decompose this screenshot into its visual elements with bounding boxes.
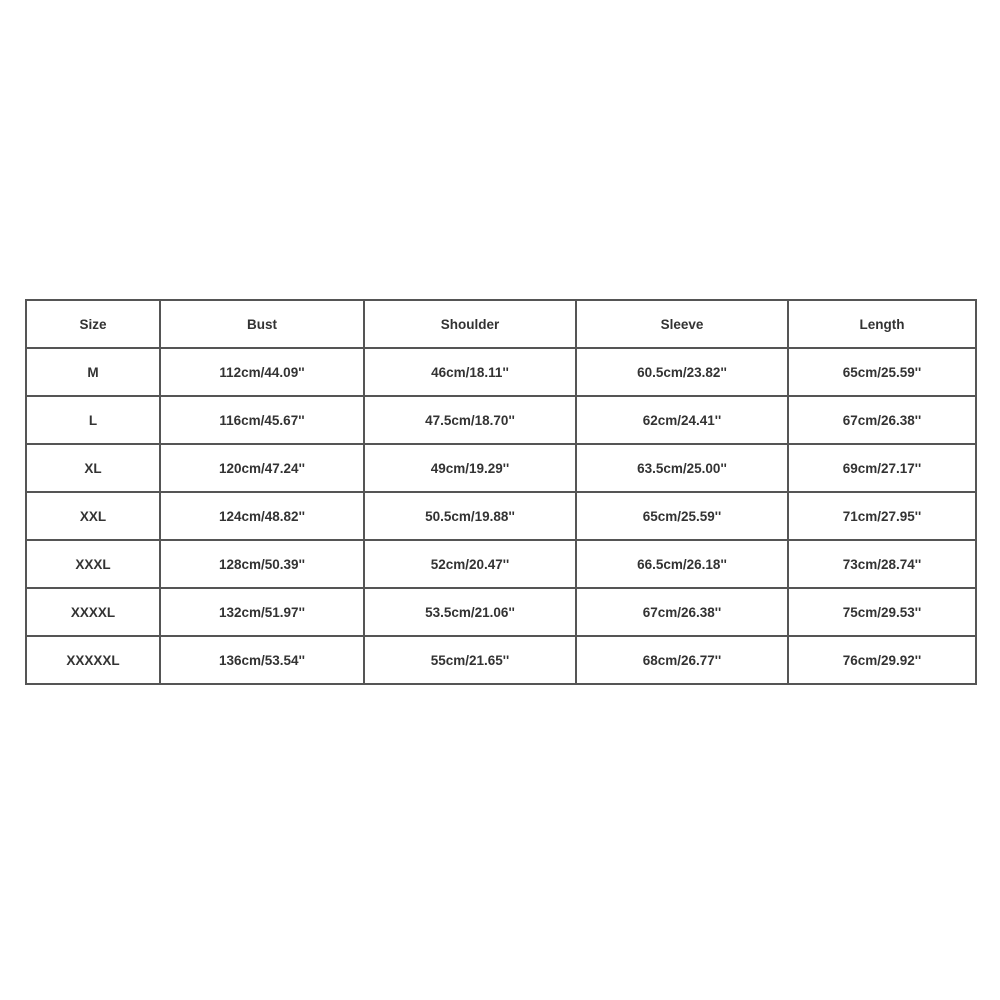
cell-length: 71cm/27.95'' [788,492,976,540]
table-row [26,540,976,588]
cell-shoulder: 52cm/20.47'' [364,540,576,588]
table-row [26,444,976,492]
cell-shoulder: 55cm/21.65'' [364,636,576,684]
cell-bust: 128cm/50.39'' [160,540,364,588]
cell-length: 67cm/26.38'' [788,396,976,444]
cell-sleeve: 60.5cm/23.82'' [576,348,788,396]
cell-size: XXXXXL [26,636,160,684]
cell-shoulder: 47.5cm/18.70'' [364,396,576,444]
cell-size: XL [26,444,160,492]
size-chart-table [25,299,977,685]
cell-shoulder: 50.5cm/19.88'' [364,492,576,540]
cell-sleeve: 65cm/25.59'' [576,492,788,540]
cell-sleeve: 68cm/26.77'' [576,636,788,684]
cell-bust: 136cm/53.54'' [160,636,364,684]
cell-shoulder: 53.5cm/21.06'' [364,588,576,636]
cell-size: L [26,396,160,444]
cell-size: M [26,348,160,396]
cell-size: XXXL [26,540,160,588]
table-row [26,588,976,636]
cell-sleeve: 62cm/24.41'' [576,396,788,444]
header-sleeve: Sleeve [576,300,788,348]
cell-length: 76cm/29.92'' [788,636,976,684]
cell-shoulder: 46cm/18.11'' [364,348,576,396]
table-row [26,348,976,396]
table-row [26,396,976,444]
cell-bust: 120cm/47.24'' [160,444,364,492]
cell-bust: 112cm/44.09'' [160,348,364,396]
cell-length: 73cm/28.74'' [788,540,976,588]
cell-shoulder: 49cm/19.29'' [364,444,576,492]
cell-bust: 124cm/48.82'' [160,492,364,540]
table-header-row [26,300,976,348]
header-shoulder: Shoulder [364,300,576,348]
cell-size: XXL [26,492,160,540]
cell-size: XXXXL [26,588,160,636]
cell-length: 69cm/27.17'' [788,444,976,492]
table-row [26,492,976,540]
table-row [26,636,976,684]
cell-sleeve: 67cm/26.38'' [576,588,788,636]
header-length: Length [788,300,976,348]
cell-bust: 132cm/51.97'' [160,588,364,636]
cell-length: 75cm/29.53'' [788,588,976,636]
cell-length: 65cm/25.59'' [788,348,976,396]
cell-sleeve: 63.5cm/25.00'' [576,444,788,492]
header-bust: Bust [160,300,364,348]
cell-sleeve: 66.5cm/26.18'' [576,540,788,588]
cell-bust: 116cm/45.67'' [160,396,364,444]
header-size: Size [26,300,160,348]
